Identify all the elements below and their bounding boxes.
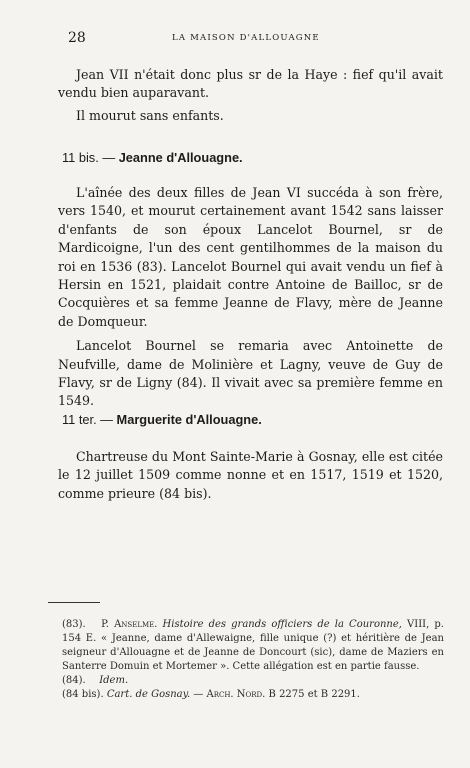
footnote-ref: (84 bis). [62,689,104,700]
section-11ter-body [58,448,443,503]
paragraph: Chartreuse du Mont Sainte-Marie à Gosnay, elle est citée le 12 juillet 1509 comme nonne et en 1517, 1519 et 1520, comme prieure (84 bis). [58,449,443,501]
paragraph: Jean VII n'était donc plus sr de la Haye : fief qu'il avait vendu bien auparavant. [58,67,443,101]
footnote-dash: — [190,689,207,700]
section-number: 11 ter. [62,412,97,427]
footnote-author: P. Anselme. [101,619,158,630]
paragraph: Il mourut sans enfants. [76,107,224,123]
footnote-text: VIII, p. 154 E. « Jeanne, dame d'Allewaigne, fille unique (?) et héritière de Jean seigneur d'Allouagne et de Jeanne de Doncourt (sic), dame de Maziers en Santerre Domuin et Mortemer ». Cette allégation est en partie fausse. [62,619,444,672]
footnote-text: Idem. [99,675,129,686]
section-heading-11ter [62,412,262,427]
footnote-84 [62,674,444,688]
footnote-title: Histoire des grands officiers de la Couronne, [162,619,402,630]
section-number: 11 bis. [62,150,99,165]
section-11bis-body [58,184,443,411]
section-heading-11bis [62,150,243,165]
footnote-archive: Arch. Nord. [206,689,266,700]
page-number: 28 [68,30,86,46]
section-name: Jeanne d'Allouagne. [118,150,243,165]
page-header [62,30,438,48]
heading-dash: — [96,412,117,427]
section-name: Marguerite d'Allouagne. [116,412,262,427]
footnote-83 [62,618,444,674]
footnote-84bis [62,688,444,702]
footnote-separator [48,602,100,603]
paragraph: L'aînée des deux filles de Jean VI succéda à son frère, vers 1540, et mourut certainement avant 1542 sans laisser d'enfants de son époux Lancelot Bournel, sr de Mardicoigne, l'un des cent gentilhommes de la maison du roi en 1536 (83). Lancelot Bournel qui avait vendu un fief à Hersin en 1521, plaidait contre Antoine de Bailloc, sr de Cocquières et sa femme Jeanne de Flavy, mère de Jeanne de Domqueur. [58,185,443,329]
footnote-title: Cart. de Gosnay. [106,689,191,700]
intro-text [58,66,443,125]
footnote-text: B 2275 et B 2291. [265,689,360,700]
footnote-ref: (83). [62,619,86,630]
footnotes [62,618,444,702]
running-title: LA MAISON D'ALLOUAGNE [172,33,320,43]
paragraph: Lancelot Bournel se remaria avec Antoinette de Neufville, dame de Molinière et Lagny, veuve de Guy de Flavy, sr de Ligny (84). Il vivait avec sa première femme en 1549. [58,338,443,409]
footnote-ref: (84). [62,675,86,686]
heading-dash: — [98,150,119,165]
